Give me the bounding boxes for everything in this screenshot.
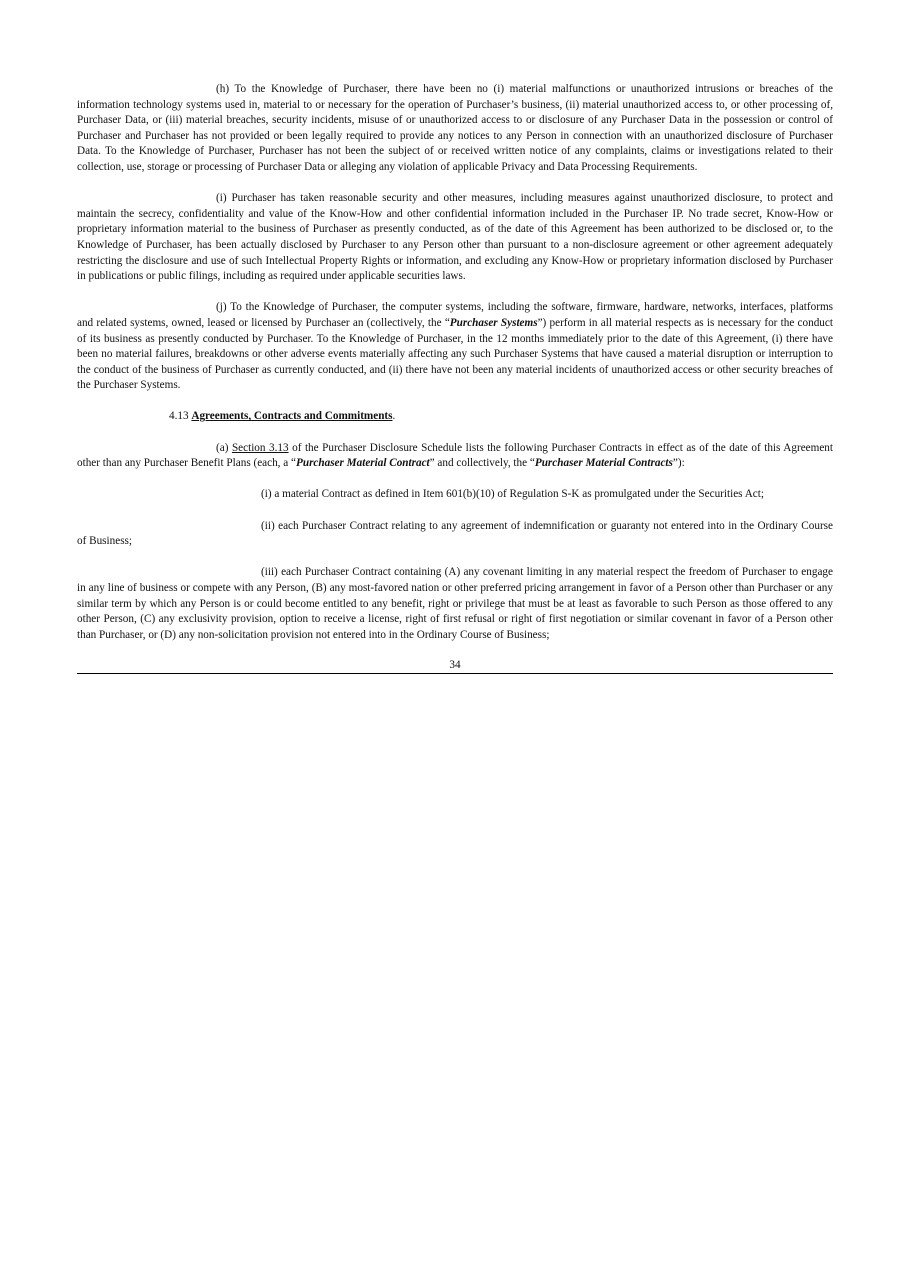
paragraph-a	[77, 441, 833, 472]
defined-term-purchaser-systems: Purchaser Systems	[449, 316, 538, 329]
defined-term-purchaser-material-contract: Purchaser Material Contract	[296, 457, 430, 470]
paragraph-h: (h) To the Knowledge of Purchaser, there have been no (i) material malfunctions or unauthorized intrusions or breaches of the information technology systems used in, material to or necessary for the operation of Purchaser’s business, (ii) material unauthorized access to, or other processing of, Purchaser Data, or (iii) material breaches, security incidents, misuse of or unauthorized access to or disclosure of any Purchaser Data in the possession or control of Purchaser and Purchaser has not provided or been legally required to provide any notices to any Person in connection with an unauthorized disclosure of Purchaser Data. To the Knowledge of Purchaser, Purchaser has not been the subject of or received written notice of any complaints, claims or investigations related to their collection, use, storage or processing of Purchaser Data or alleging any violation of applicable Privacy and Data Processing Requirements.	[77, 83, 833, 173]
page-number: 34	[449, 659, 461, 672]
list-item-i: (i) a material Contract as defined in Item 601(b)(10) of Regulation S-K as promulgated under the Securities Act;	[261, 488, 764, 501]
footer-divider	[77, 673, 833, 674]
paragraph-a-middle: of the Purchaser Disclosure Schedule lists the following Purchaser Contracts in effect as of the date of this Agreement other than any Purchaser Benefit Plans (each, a “	[77, 441, 833, 470]
list-item-iii: (iii) each Purchaser Contract containing (A) any covenant limiting in any material respect the freedom of Purchaser to engage in any line of business or compete with any Person, (B) any most-favored nation or other preferred pricing arrangement in favor of a Person other than Purchaser or any similar term by which any Person is or could become entitled to any benefit, right or privilege that must be at least as favorable to such Person as those offered to any other Person, (C) any exclusivity provision, option to receive a license, right of first refusal or right of first negotiation or similar covenant in favor of a Person other than Purchaser, or (D) any non-solicitation provision not entered into in the Ordinary Course of Business;	[77, 566, 833, 641]
defined-term-purchaser-material-contracts: Purchaser Material Contracts	[534, 457, 673, 470]
paragraph-i: (i) Purchaser has taken reasonable security and other measures, including measures against unauthorized disclosure, to protect and maintain the secrecy, confidentiality and value of the Know-How and other confidential information included in the Purchaser IP. No trade secret, Know-How or proprietary information material to the business of Purchaser as presently conducted, as of the date of this Agreement has been authorized to be disclosed or, to the Knowledge of Purchaser, has been actually disclosed by Purchaser to any Person other than pursuant to a non-disclosure agreement or other agreement adequately restricting the disclosure and use of such Intellectual Property Rights or information, and excluding any Know-How or proprietary information disclosed by Purchaser in publications or public filings, including as required under applicable securities laws.	[77, 192, 833, 283]
section-title: Agreements, Contracts and Commitments	[191, 410, 393, 423]
section-3-13-reference: Section 3.13	[231, 441, 289, 454]
section-heading-4-13	[77, 409, 833, 425]
section-number: 4.13	[169, 410, 189, 423]
paragraph-a-prefix: (a)	[216, 441, 232, 454]
paragraph-a-end: ”):	[672, 457, 685, 470]
paragraph-j	[77, 300, 833, 394]
section-title-period: .	[392, 410, 396, 423]
paragraph-a-middle-2: ” and collectively, the “	[429, 457, 535, 470]
list-item-ii: (ii) each Purchaser Contract relating to any agreement of indemnification or guaranty not entered into in the Ordinary Course of Business;	[77, 519, 833, 548]
paragraph-j-text-after: ”) perform in all material respects as is necessary for the conduct of its business as presently conducted by Purchaser. To the Knowledge of Purchaser, in the 12 months immediately prior to the date of this Agreement, (i) there have been no material failures, breakdowns or other adverse events materially affecting any such Purchaser Systems that have caused a material disruption or interruption to the conduct of the business of Purchaser as currently conducted, and (ii) there have not been any material incidents of unauthorized access or other security breaches of the Purchaser Systems.	[77, 316, 833, 392]
paragraph-j-text-before: (j) To the Knowledge of Purchaser, the computer systems, including the software, firmware, hardware, networks, interfaces, platforms and related systems, owned, leased or licensed by Purchaser an (collectively, the “	[77, 301, 833, 329]
document-page	[77, 82, 833, 674]
